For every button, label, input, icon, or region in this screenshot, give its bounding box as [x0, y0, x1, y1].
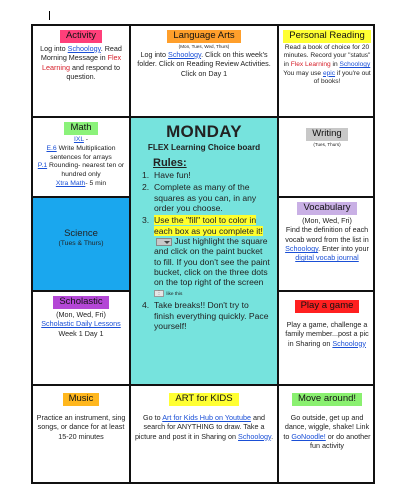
vocabulary-days: (Mon, Wed, Fri)	[302, 215, 352, 225]
activity-cell[interactable]	[33, 26, 131, 118]
scholastic-days: (Mon, Wed, Fri)	[56, 309, 106, 319]
language-arts-text: Log into Schoology. Click on this week's folder. Click on Reading Review Activities. Click on Day 1	[137, 49, 271, 78]
schoology-link[interactable]: Schoology	[168, 49, 202, 59]
scholastic-week: Week 1 Day 1	[58, 328, 104, 338]
activity-title: Activity	[60, 30, 102, 43]
science-days: (Tues & Thurs)	[58, 240, 104, 248]
personal-reading-text: Read a book of choice for 20 minutes. Record your "status" in Flex Learning in Schoology You may use epic if you're out of books!	[283, 43, 371, 86]
scholastic-title: Scholastic	[53, 296, 108, 309]
paint-bucket-icon	[156, 238, 172, 246]
schoology-link[interactable]: Schoology	[332, 338, 366, 348]
writing-title: Writing	[306, 128, 347, 141]
move-title: Move around!	[292, 393, 362, 406]
rules-list	[137, 170, 271, 331]
language-arts-days: (Mon, Tues, Wed, Thurs)	[178, 43, 230, 49]
vocabulary-text: Find the definition of each vocab word from the list in Schoology. Enter into your digital vocab journal	[285, 225, 369, 263]
math-cell[interactable]	[33, 118, 131, 198]
move-text: Go outside, get up and dance, wiggle, shake! Link to GoNoodle! or do another fun activity	[283, 412, 371, 450]
language-arts-title: Language Arts	[167, 30, 240, 43]
play-game-title: Play a game	[295, 300, 360, 313]
play-game-cell[interactable]	[279, 292, 375, 386]
highlighted-rule: Use the "fill" tool to color in each box as you complete it!	[154, 215, 263, 236]
art-cell[interactable]	[131, 386, 279, 482]
personal-reading-cell[interactable]	[279, 26, 375, 118]
art-for-kids-link[interactable]: Art for Kids Hub on Youtube	[162, 412, 251, 422]
art-text: Go to Art for Kids Hub on Youtube and search for ANYTHING to draw. Take a picture and post it in Sharing on Schoology.	[134, 412, 274, 441]
music-text: Practice an instrument, sing songs, or dance for at least 15-20 minutes	[36, 412, 126, 441]
move-cell[interactable]	[279, 386, 375, 482]
activity-text: Log into Schoology. Read Morning Message in Flex Learning and respond to question.	[40, 43, 122, 81]
math-text: IXL - E.6 Write Multiplication sentences for arrays P.1 Rounding- nearest ten or hundred only Xtra Math- 5 min	[37, 135, 125, 188]
writing-days: (Tues, Thurs)	[313, 141, 341, 147]
ixl-link[interactable]: IXL	[73, 135, 84, 143]
day-title: MONDAY	[166, 122, 242, 141]
rule-item: 1. Have fun!	[142, 170, 191, 180]
scholastic-cell[interactable]	[33, 292, 131, 386]
rules-panel	[131, 118, 279, 386]
three-dots-icon: ⋮	[154, 290, 164, 297]
ixl-p1-link[interactable]: P.1	[37, 162, 48, 170]
schoology-link[interactable]: Schoology	[238, 431, 272, 441]
science-cell[interactable]	[33, 198, 131, 292]
art-title: ART for KIDS	[169, 393, 238, 406]
rules-heading: Rules:	[153, 157, 187, 169]
scholastic-lessons-link[interactable]: Scholastic Daily Lessons	[41, 319, 121, 329]
board-subtitle: FLEX Learning Choice board	[147, 143, 261, 152]
choice-board	[31, 24, 375, 484]
math-title: Math	[64, 122, 97, 135]
writing-cell[interactable]	[279, 118, 375, 198]
personal-reading-title: Personal Reading	[283, 30, 371, 43]
vocabulary-cell[interactable]	[279, 198, 375, 292]
music-cell[interactable]	[33, 386, 131, 482]
schoology-link[interactable]: Schoology	[339, 61, 371, 69]
text-cursor	[49, 11, 50, 20]
science-title: Science	[64, 228, 98, 239]
xtra-math-link[interactable]: Xtra Math	[55, 180, 86, 188]
epic-link[interactable]: epic	[322, 69, 336, 77]
vocab-journal-link[interactable]: digital vocab journal	[295, 253, 359, 263]
rule-item: 2. Complete as many of the squares as you can, in any order you choose.	[142, 182, 257, 213]
play-game-text: Play a game, challenge a family member...post a pic in Sharing on Schoology	[285, 319, 369, 348]
music-title: Music	[63, 393, 100, 406]
rule-item: 4. Take breaks!! Don't try to finish everything quickly. Pace yourself!	[142, 300, 269, 331]
language-arts-cell[interactable]	[131, 26, 279, 118]
ixl-e6-link[interactable]: E.6	[46, 144, 57, 152]
schoology-link[interactable]: Schoology	[67, 43, 101, 53]
vocabulary-title: Vocabulary	[297, 202, 356, 215]
rule-item: 3. Use the "fill" tool to color in each box as you complete it! Just highlight the square and click on the paint bucket to fill. If you don't see the paint bucket, click on the three dots on the top right of the screen ⋮ like this	[142, 215, 270, 298]
gonoodle-link[interactable]: GoNoodle!	[291, 431, 326, 441]
schoology-link[interactable]: Schoology	[285, 244, 319, 253]
